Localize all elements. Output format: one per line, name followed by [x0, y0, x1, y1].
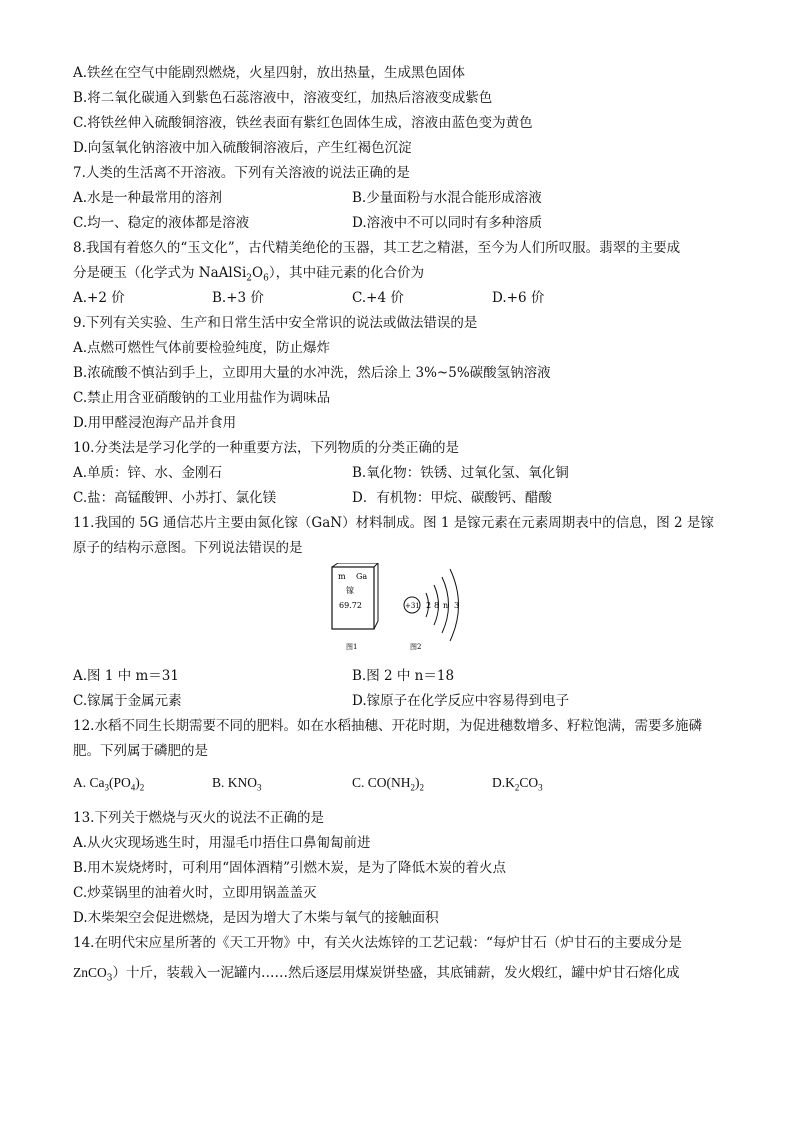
q9-option-c: C.禁止用含亚硝酸钠的工业用盐作为调味品: [73, 390, 331, 406]
q10-stem: 10.分类法是学习化学的一种重要方法，下列物质的分类正确的是: [73, 440, 459, 456]
q13-option-a: A.从火灾现场逃生时，用湿毛巾捂住口鼻匍匐前进: [73, 835, 371, 851]
q8-option-a: A.+2 价: [73, 290, 125, 306]
q7-option-a: A.水是一种最常用的溶剂: [73, 190, 223, 206]
periodic-cell-mass: 69.72: [339, 601, 362, 610]
shell-electrons-2: 8: [434, 601, 440, 610]
q9-stem: 9.下列有关实验、生产和日常生活中安全常识的说法或做法错误的是: [73, 315, 478, 331]
shell-electrons-3: n: [443, 601, 449, 610]
q10-option-d: D．有机物：甲烷、碳酸钙、醋酸: [352, 490, 552, 506]
atom-nucleus-charge: +31: [405, 602, 420, 610]
q12-stem-line2: 肥。下列属于磷肥的是: [73, 743, 208, 759]
q8-option-b: B.+3 价: [212, 290, 264, 306]
q9-option-b: B.浓硫酸不慎沾到手上，立即用大量的水冲洗，然后涂上 3%~5%碳酸氢钠溶液: [73, 365, 551, 381]
q7-stem: 7.人类的生活离不开溶液。下列有关溶液的说法正确的是: [73, 165, 410, 181]
q7-option-d: D.溶液中不可以同时有多种溶质: [352, 215, 543, 231]
q12-option-d: $D.K_2CO_3$: [492, 775, 543, 793]
q11-figures-svg: [330, 563, 470, 653]
q8-option-d: D.+6 价: [492, 290, 545, 306]
q11-option-d: D.镓原子在化学反应中容易得到电子: [352, 693, 570, 709]
q13-option-d: D.木柴架空会促进燃烧，是因为增大了木柴与氧气的接触面积: [73, 910, 439, 926]
q10-option-b: B.氧化物：铁锈、过氧化氢、氧化铜: [352, 465, 569, 481]
q11-option-a: A.图 1 中 m＝31: [73, 668, 179, 684]
periodic-cell-edge: [374, 563, 378, 567]
q9-option-d: D.用甲醛浸泡海产品并食用: [73, 415, 237, 431]
q12-stem-line1: 12.水稻不同生长期需要不同的肥料。如在水稻抽穗、开花时期，为促进穗数增多、籽粒饱满，需要多施磷: [73, 718, 702, 734]
q13-stem: 13.下列关于燃烧与灭火的说法不正确的是: [73, 810, 324, 826]
q11-figures: [330, 563, 470, 653]
q6-option-b: B.将二氧化碳通入到紫色石蕊溶液中，溶液变红，加热后溶液变成紫色: [73, 90, 493, 106]
q8-stem-line1: 8.我国有着悠久的“玉文化”，古代精美绝伦的玉器，其工艺之精湛，至今为人们所叹服。翡翠的主要成: [73, 240, 681, 256]
q13-option-c: C.炒菜锅里的油着火时，立即用锅盖盖灭: [73, 885, 317, 901]
periodic-cell-symbol: Ga: [356, 572, 368, 581]
q8-stem-line2: 分是硬玉（化学式为 $NaAlSi_2O_6$），其中硅元素的化合价为: [73, 265, 425, 284]
shell-electrons-1: 2: [426, 601, 432, 610]
q11-option-c: C.镓属于金属元素: [73, 693, 182, 709]
q12-option-a: A. $Ca_3(PO_4)_2$: [73, 775, 145, 793]
q10-option-c: C.盐：高锰酸钾、小苏打、氯化镁: [73, 490, 277, 506]
q14-stem-line1: 14.在明代宋应星所著的《天工开物》中，有关火法炼锌的工艺记载：“每炉甘石（炉甘石的主要成分是: [73, 935, 682, 951]
q7-option-b: B.少量面粉与水混合能形成溶液: [352, 190, 542, 206]
q9-option-a: A.点燃可燃性气体前要检验纯度，防止爆炸: [73, 340, 331, 356]
q6-option-a: A.铁丝在空气中能剧烈燃烧，火星四射，放出热量，生成黑色固体: [73, 65, 466, 81]
q12-option-c: C. $CO(NH_2)_2$: [352, 775, 425, 793]
q12-option-b: B. $KNO_3$: [212, 775, 262, 793]
q11-stem-line2: 原子的结构示意图。下列说法错误的是: [73, 540, 303, 556]
q10-option-a: A.单质：锌、水、金刚石: [73, 465, 223, 481]
shell-electrons-4: 3: [454, 601, 460, 610]
q14-stem-line2: ZnCO$_3$）十斤，装载入一泥罐内……然后逐层用煤炭饼垫盛，其底铺薪，发火煅红，罐中炉甘石熔化成: [73, 965, 680, 984]
q11-stem-line1: 11.我国的 5G 通信芯片主要由氮化镓（GaN）材料制成。图 1 是镓元素在元素周期表中的信息，图 2 是镓: [73, 515, 714, 531]
periodic-cell-name: 镓: [346, 586, 354, 595]
figure2-caption: 图2: [410, 643, 422, 651]
q6-option-d: D.向氢氧化钠溶液中加入硫酸铜溶液后，产生红褐色沉淀: [73, 140, 412, 156]
q11-option-b: B.图 2 中 n＝18: [352, 668, 455, 684]
periodic-cell-m: m: [338, 572, 346, 581]
figure1-caption: 图1: [346, 643, 358, 651]
q7-option-c: C.均一、稳定的液体都是溶液: [73, 215, 250, 231]
q6-option-c: C.将铁丝伸入硫酸铜溶液，铁丝表面有紫红色固体生成，溶液由蓝色变为黄色: [73, 115, 533, 131]
q13-option-b: B.用木炭烧烤时，可利用“固体酒精”引燃木炭，是为了降低木炭的着火点: [73, 860, 507, 876]
q8-option-c: C.+4 价: [352, 290, 404, 306]
